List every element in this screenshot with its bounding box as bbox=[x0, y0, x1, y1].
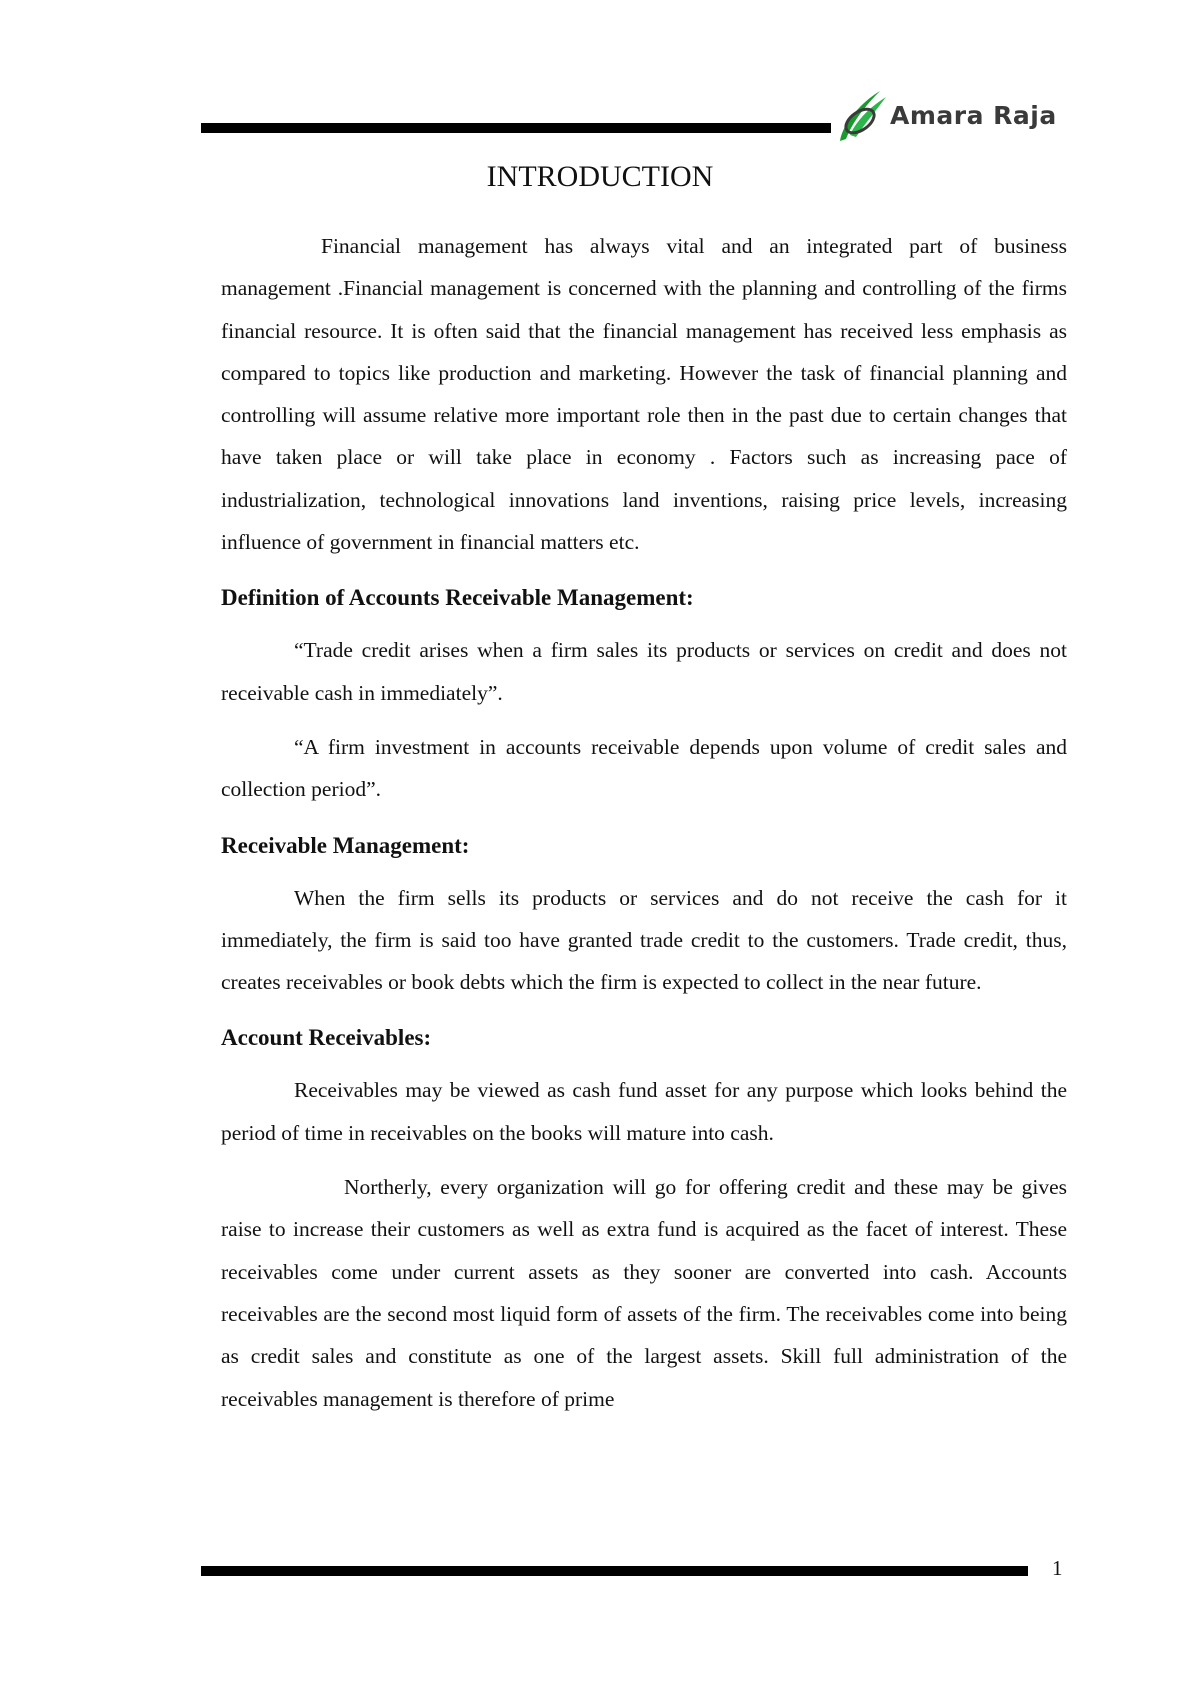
account-receivables-paragraph-2: Northerly, every organization will go for offering credit and these may be gives raise to increase their customers as well as extra fund is acquired as the facet of interest. These receivables come under current assets as they sooner are converted into cash. Accounts receivables are the second most liquid form of assets of the firm. The receivables come into being as credit sales and constitute as one of the largest assets. Skill full administration of the receivables management is therefore of prime bbox=[221, 1175, 1067, 1411]
account-receivables-paragraph-1: Receivables may be viewed as cash fund asset for any purpose which looks behind the period of time in receivables on the books will mature into cash. bbox=[221, 1078, 1067, 1145]
definition-quote-2: “A firm investment in accounts receivable depends upon volume of credit sales and collection period”. bbox=[221, 734, 1067, 802]
header-rule bbox=[201, 123, 831, 133]
amara-raja-swoosh-icon bbox=[834, 85, 890, 149]
logo-text: Amara Raja bbox=[890, 101, 1057, 130]
section-heading-receivable-management: Receivable Management: bbox=[221, 832, 470, 858]
document-body bbox=[221, 225, 1067, 1420]
company-logo bbox=[834, 85, 1084, 149]
intro-paragraph: Financial management has always vital and an integrated part of business management .Financial management is concerned with the planning and controlling of the firms financial resource. It is often said that the financial management has received less emphasis as compared to topics like production and marketing. However the task of financial planning and controlling will assume relative more important role then in the past due to certain changes that have taken place or will take place in economy . Factors such as increasing pace of industrialization, technological innovations land inventions, raising price levels, increasing influence of government in financial matters etc. bbox=[221, 234, 1067, 555]
page-number: 1 bbox=[1052, 1556, 1063, 1580]
definition-quote-1: “Trade credit arises when a firm sales its products or services on credit and does not receivable cash in immediately”. bbox=[221, 638, 1067, 705]
section-heading-account-receivables: Account Receivables: bbox=[221, 1025, 432, 1051]
page-title: INTRODUCTION bbox=[486, 160, 714, 193]
footer-rule bbox=[201, 1566, 1028, 1576]
section-heading-definition: Definition of Accounts Receivable Management: bbox=[221, 585, 694, 611]
receivable-management-paragraph: When the firm sells its products or services and do not receive the cash for it immediately, the firm is said too have granted trade credit to the customers. Trade credit, thus, creates receivables or book debts which the firm is expected to collect in the near future. bbox=[221, 885, 1067, 995]
